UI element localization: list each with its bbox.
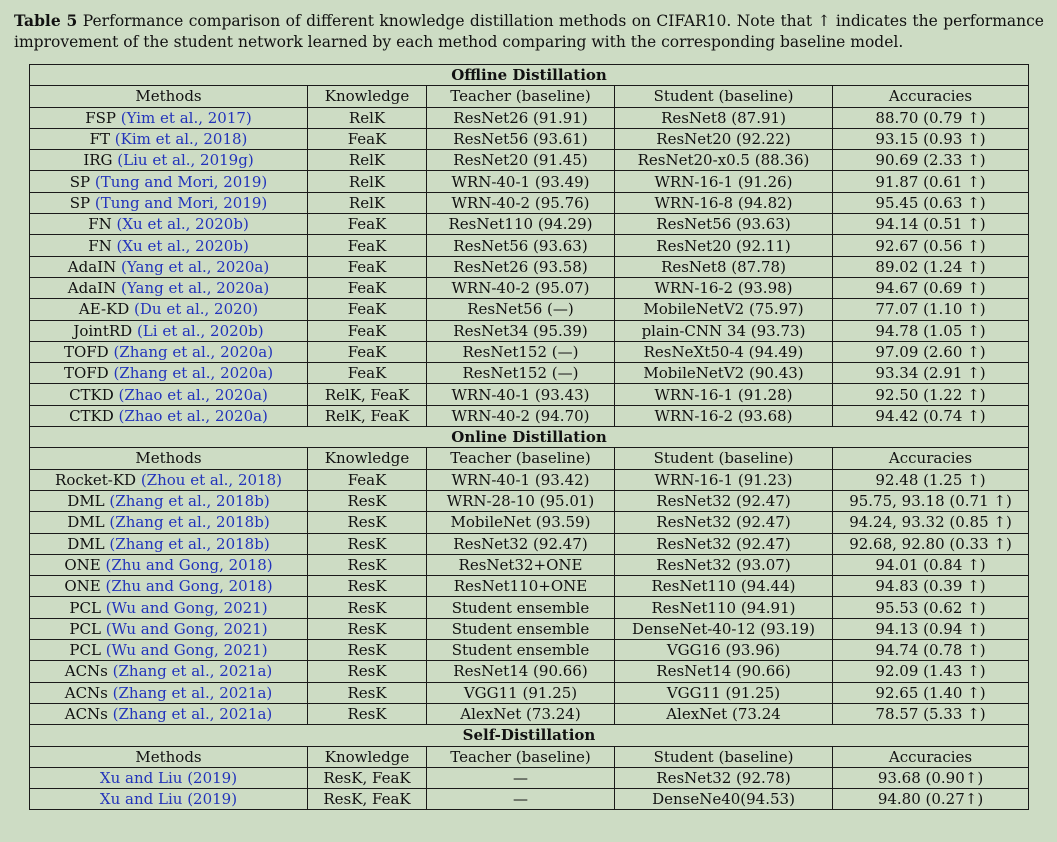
- header-row: [30, 746, 1029, 767]
- method-name: CTKD: [69, 406, 119, 425]
- method-name: FT: [89, 130, 115, 149]
- knowledge-cell: ResK: [308, 618, 427, 639]
- table-row: [30, 299, 1029, 320]
- method-cell: [30, 576, 308, 597]
- student-cell: ResNeXt50-4 (94.49): [615, 341, 833, 362]
- knowledge-cell: RelK, FeaK: [308, 405, 427, 426]
- method-cell: [30, 128, 308, 149]
- teacher-cell: ResNet32 (92.47): [427, 533, 615, 554]
- table-row: [30, 192, 1029, 213]
- header-cell: Accuracies: [833, 448, 1029, 469]
- citation-link: (Yim et al., 2017): [120, 108, 252, 127]
- header-cell: Methods: [30, 448, 308, 469]
- header-cell: Methods: [30, 746, 308, 767]
- teacher-cell: Student ensemble: [427, 640, 615, 661]
- student-cell: ResNet110 (94.91): [615, 597, 833, 618]
- accuracy-cell: 94.01 (0.84 ↑): [833, 554, 1029, 575]
- accuracy-cell: 77.07 (1.10 ↑): [833, 299, 1029, 320]
- student-cell: ResNet20 (92.22): [615, 128, 833, 149]
- section-title-row: [30, 725, 1029, 746]
- method-name: AE-KD: [78, 300, 135, 319]
- citation-link: (Xu et al., 2020b): [116, 236, 249, 255]
- citation-link: (Li et al., 2020b): [136, 321, 264, 340]
- method-cell: [30, 384, 308, 405]
- table-row: [30, 682, 1029, 703]
- method-name: ACNs: [64, 683, 113, 702]
- header-cell: Student (baseline): [615, 448, 833, 469]
- teacher-cell: WRN-28-10 (95.01): [427, 490, 615, 511]
- teacher-cell: —: [427, 767, 615, 788]
- table-row: [30, 235, 1029, 256]
- citation-link: (Zhang et al., 2021a): [112, 662, 273, 681]
- accuracy-cell: 93.15 (0.93 ↑): [833, 128, 1029, 149]
- table-row: [30, 171, 1029, 192]
- accuracy-cell: 97.09 (2.60 ↑): [833, 341, 1029, 362]
- method-cell: [30, 320, 308, 341]
- method-cell: [30, 682, 308, 703]
- knowledge-cell: FeaK: [308, 256, 427, 277]
- header-row: [30, 448, 1029, 469]
- method-cell: [30, 341, 308, 362]
- method-cell: [30, 661, 308, 682]
- accuracy-cell: 95.53 (0.62 ↑): [833, 597, 1029, 618]
- knowledge-cell: ResK: [308, 576, 427, 597]
- knowledge-cell: ResK: [308, 597, 427, 618]
- student-cell: AlexNet (73.24: [615, 703, 833, 724]
- teacher-cell: ResNet152 (—): [427, 341, 615, 362]
- citation-link: Xu and Liu (2019): [99, 768, 238, 787]
- table-row: [30, 767, 1029, 788]
- accuracy-cell: 94.74 (0.78 ↑): [833, 640, 1029, 661]
- teacher-cell: VGG11 (91.25): [427, 682, 615, 703]
- method-cell: [30, 703, 308, 724]
- table-caption: [14, 10, 1044, 53]
- knowledge-cell: RelK: [308, 107, 427, 128]
- table-row: [30, 405, 1029, 426]
- teacher-cell: ResNet20 (91.45): [427, 150, 615, 171]
- table-row: [30, 384, 1029, 405]
- method-name: FN: [88, 236, 117, 255]
- knowledge-cell: RelK: [308, 192, 427, 213]
- accuracy-cell: 94.24, 93.32 (0.85 ↑): [833, 512, 1029, 533]
- table-row: [30, 661, 1029, 682]
- method-name: PCL: [69, 598, 106, 617]
- teacher-cell: ResNet110 (94.29): [427, 214, 615, 235]
- teacher-cell: ResNet14 (90.66): [427, 661, 615, 682]
- knowledge-cell: ResK: [308, 554, 427, 575]
- header-cell: Teacher (baseline): [427, 448, 615, 469]
- accuracy-cell: 92.65 (1.40 ↑): [833, 682, 1029, 703]
- header-cell: Student (baseline): [615, 746, 833, 767]
- knowledge-cell: FeaK: [308, 299, 427, 320]
- table-row: [30, 789, 1029, 810]
- method-cell: [30, 597, 308, 618]
- knowledge-cell: RelK: [308, 171, 427, 192]
- accuracy-cell: 94.13 (0.94 ↑): [833, 618, 1029, 639]
- teacher-cell: ResNet56 (93.63): [427, 235, 615, 256]
- method-cell: [30, 405, 308, 426]
- citation-link: (Tung and Mori, 2019): [94, 172, 268, 191]
- header-cell: Knowledge: [308, 746, 427, 767]
- method-cell: [30, 235, 308, 256]
- student-cell: ResNet8 (87.91): [615, 107, 833, 128]
- student-cell: DenseNe40(94.53): [615, 789, 833, 810]
- header-cell: Student (baseline): [615, 86, 833, 107]
- method-cell: [30, 363, 308, 384]
- teacher-cell: ResNet26 (93.58): [427, 256, 615, 277]
- citation-link: (Wu and Gong, 2021): [105, 598, 268, 617]
- knowledge-cell: FeaK: [308, 128, 427, 149]
- citation-link: (Kim et al., 2018): [114, 130, 248, 149]
- student-cell: ResNet32 (92.47): [615, 533, 833, 554]
- method-cell: [30, 150, 308, 171]
- teacher-cell: —: [427, 789, 615, 810]
- table-row: [30, 618, 1029, 639]
- knowledge-cell: ResK: [308, 490, 427, 511]
- table-row: [30, 363, 1029, 384]
- citation-link: (Xu et al., 2020b): [116, 215, 249, 234]
- citation-link: (Wu and Gong, 2021): [105, 641, 268, 660]
- table-row: [30, 320, 1029, 341]
- header-cell: Methods: [30, 86, 308, 107]
- method-name: SP: [69, 172, 95, 191]
- teacher-cell: AlexNet (73.24): [427, 703, 615, 724]
- accuracy-cell: 94.83 (0.39 ↑): [833, 576, 1029, 597]
- student-cell: VGG11 (91.25): [615, 682, 833, 703]
- header-cell: Knowledge: [308, 448, 427, 469]
- citation-link: (Zhang et al., 2021a): [112, 705, 273, 724]
- citation-link: (Zhang et al., 2018b): [109, 492, 270, 511]
- section-title: Online Distillation: [30, 427, 1029, 448]
- table-row: [30, 341, 1029, 362]
- method-cell: [30, 256, 308, 277]
- method-cell: [30, 469, 308, 490]
- accuracy-cell: 92.67 (0.56 ↑): [833, 235, 1029, 256]
- teacher-cell: WRN-40-1 (93.49): [427, 171, 615, 192]
- table-row: [30, 490, 1029, 511]
- knowledge-cell: FeaK: [308, 235, 427, 256]
- table-row: [30, 107, 1029, 128]
- section-title: Self-Distillation: [30, 725, 1029, 746]
- comparison-table: [29, 64, 1029, 810]
- table-row: [30, 512, 1029, 533]
- method-cell: [30, 214, 308, 235]
- teacher-cell: WRN-40-1 (93.42): [427, 469, 615, 490]
- accuracy-cell: 89.02 (1.24 ↑): [833, 256, 1029, 277]
- accuracy-cell: 95.75, 93.18 (0.71 ↑): [833, 490, 1029, 511]
- method-name: PCL: [69, 641, 106, 660]
- accuracy-cell: 78.57 (5.33 ↑): [833, 703, 1029, 724]
- citation-link: (Zhao et al., 2020a): [118, 385, 268, 404]
- table-row: [30, 214, 1029, 235]
- accuracy-cell: 88.70 (0.79 ↑): [833, 107, 1029, 128]
- citation-link: (Zhang et al., 2021a): [112, 683, 273, 702]
- table-row: [30, 150, 1029, 171]
- section-title: Offline Distillation: [30, 65, 1029, 86]
- knowledge-cell: FeaK: [308, 341, 427, 362]
- method-name: SP: [69, 193, 95, 212]
- method-cell: [30, 789, 308, 810]
- accuracy-cell: 94.67 (0.69 ↑): [833, 277, 1029, 298]
- citation-link: (Liu et al., 2019g): [117, 151, 254, 170]
- method-cell: [30, 640, 308, 661]
- teacher-cell: ResNet110+ONE: [427, 576, 615, 597]
- student-cell: ResNet110 (94.44): [615, 576, 833, 597]
- method-name: AdaIN: [67, 279, 121, 298]
- teacher-cell: WRN-40-1 (93.43): [427, 384, 615, 405]
- accuracy-cell: 94.14 (0.51 ↑): [833, 214, 1029, 235]
- teacher-cell: Student ensemble: [427, 597, 615, 618]
- caption-text: Performance comparison of different knowledge distillation methods on CIFAR10. Note that ↑ indicates the performance improvement of the student network learned by each method comparing with the corresponding baseline model.: [14, 12, 1044, 51]
- teacher-cell: ResNet32+ONE: [427, 554, 615, 575]
- table-row: [30, 469, 1029, 490]
- accuracy-cell: 94.78 (1.05 ↑): [833, 320, 1029, 341]
- table-row: [30, 597, 1029, 618]
- student-cell: ResNet32 (92.78): [615, 767, 833, 788]
- citation-link: (Zhou et al., 2018): [140, 470, 282, 489]
- citation-link: (Wu and Gong, 2021): [105, 619, 268, 638]
- student-cell: ResNet32 (93.07): [615, 554, 833, 575]
- method-name: ONE: [64, 577, 106, 596]
- header-cell: Teacher (baseline): [427, 746, 615, 767]
- table-row: [30, 128, 1029, 149]
- teacher-cell: ResNet26 (91.91): [427, 107, 615, 128]
- method-name: IRG: [83, 151, 118, 170]
- knowledge-cell: ResK: [308, 533, 427, 554]
- citation-link: (Zhang et al., 2020a): [113, 343, 274, 361]
- method-name: FN: [88, 215, 117, 234]
- student-cell: MobileNetV2 (75.97): [615, 299, 833, 320]
- method-name: Rocket-KD: [55, 470, 141, 489]
- section-title-row: [30, 427, 1029, 448]
- citation-link: (Zhao et al., 2020a): [118, 406, 268, 425]
- citation-link: (Yang et al., 2020a): [120, 279, 270, 298]
- knowledge-cell: ResK, FeaK: [308, 767, 427, 788]
- method-cell: [30, 512, 308, 533]
- knowledge-cell: FeaK: [308, 469, 427, 490]
- knowledge-cell: ResK: [308, 682, 427, 703]
- student-cell: ResNet20-x0.5 (88.36): [615, 150, 833, 171]
- accuracy-cell: 92.68, 92.80 (0.33 ↑): [833, 533, 1029, 554]
- student-cell: ResNet32 (92.47): [615, 512, 833, 533]
- accuracy-cell: 93.68 (0.90↑): [833, 767, 1029, 788]
- method-cell: [30, 618, 308, 639]
- table-label: Table 5: [14, 11, 78, 30]
- accuracy-cell: 92.09 (1.43 ↑): [833, 661, 1029, 682]
- knowledge-cell: RelK: [308, 150, 427, 171]
- accuracy-cell: 94.80 (0.27↑): [833, 789, 1029, 810]
- teacher-cell: Student ensemble: [427, 618, 615, 639]
- knowledge-cell: ResK, FeaK: [308, 789, 427, 810]
- header-cell: Accuracies: [833, 746, 1029, 767]
- header-cell: Accuracies: [833, 86, 1029, 107]
- accuracy-cell: 92.48 (1.25 ↑): [833, 469, 1029, 490]
- citation-link: Xu and Liu (2019): [99, 790, 238, 809]
- header-cell: Teacher (baseline): [427, 86, 615, 107]
- citation-link: (Zhu and Gong, 2018): [105, 577, 273, 596]
- table-row: [30, 640, 1029, 661]
- teacher-cell: ResNet152 (—): [427, 363, 615, 384]
- method-cell: [30, 533, 308, 554]
- student-cell: WRN-16-1 (91.23): [615, 469, 833, 490]
- teacher-cell: ResNet34 (95.39): [427, 320, 615, 341]
- accuracy-cell: 94.42 (0.74 ↑): [833, 405, 1029, 426]
- method-cell: [30, 767, 308, 788]
- student-cell: ResNet20 (92.11): [615, 235, 833, 256]
- teacher-cell: WRN-40-2 (95.76): [427, 192, 615, 213]
- student-cell: ResNet56 (93.63): [615, 214, 833, 235]
- student-cell: ResNet14 (90.66): [615, 661, 833, 682]
- student-cell: WRN-16-2 (93.98): [615, 277, 833, 298]
- knowledge-cell: FeaK: [308, 214, 427, 235]
- table-row: [30, 576, 1029, 597]
- method-name: DML: [67, 534, 110, 553]
- method-cell: [30, 554, 308, 575]
- student-cell: ResNet8 (87.78): [615, 256, 833, 277]
- citation-link: (Yang et al., 2020a): [120, 257, 270, 276]
- student-cell: DenseNet-40-12 (93.19): [615, 618, 833, 639]
- student-cell: WRN-16-2 (93.68): [615, 405, 833, 426]
- knowledge-cell: ResK: [308, 661, 427, 682]
- knowledge-cell: FeaK: [308, 277, 427, 298]
- student-cell: VGG16 (93.96): [615, 640, 833, 661]
- student-cell: WRN-16-1 (91.26): [615, 171, 833, 192]
- method-name: DML: [67, 513, 110, 532]
- method-name: ACNs: [64, 705, 113, 724]
- knowledge-cell: RelK, FeaK: [308, 384, 427, 405]
- citation-link: (Zhang et al., 2020a): [113, 364, 274, 383]
- knowledge-cell: ResK: [308, 703, 427, 724]
- method-cell: [30, 490, 308, 511]
- method-name: TOFD: [63, 343, 114, 361]
- citation-link: (Tung and Mori, 2019): [94, 193, 268, 212]
- method-name: ONE: [64, 555, 106, 574]
- teacher-cell: ResNet56 (—): [427, 299, 615, 320]
- citation-link: (Zhang et al., 2018b): [109, 513, 270, 532]
- method-name: DML: [67, 492, 110, 511]
- method-cell: [30, 277, 308, 298]
- student-cell: WRN-16-8 (94.82): [615, 192, 833, 213]
- method-name: PCL: [69, 619, 106, 638]
- accuracy-cell: 90.69 (2.33 ↑): [833, 150, 1029, 171]
- header-cell: Knowledge: [308, 86, 427, 107]
- method-name: FSP: [85, 108, 121, 127]
- table-row: [30, 256, 1029, 277]
- method-cell: [30, 192, 308, 213]
- student-cell: plain-CNN 34 (93.73): [615, 320, 833, 341]
- accuracy-cell: 95.45 (0.63 ↑): [833, 192, 1029, 213]
- table-row: [30, 554, 1029, 575]
- method-cell: [30, 299, 308, 320]
- method-cell: [30, 107, 308, 128]
- student-cell: ResNet32 (92.47): [615, 490, 833, 511]
- table-row: [30, 703, 1029, 724]
- method-name: ACNs: [64, 662, 113, 681]
- citation-link: (Zhang et al., 2018b): [109, 534, 270, 553]
- method-name: TOFD: [63, 364, 114, 383]
- method-name: CTKD: [69, 385, 119, 404]
- table-row: [30, 533, 1029, 554]
- knowledge-cell: ResK: [308, 640, 427, 661]
- accuracy-cell: 91.87 (0.61 ↑): [833, 171, 1029, 192]
- accuracy-cell: 92.50 (1.22 ↑): [833, 384, 1029, 405]
- teacher-cell: ResNet56 (93.61): [427, 128, 615, 149]
- table-row: [30, 277, 1029, 298]
- knowledge-cell: FeaK: [308, 363, 427, 384]
- teacher-cell: WRN-40-2 (95.07): [427, 277, 615, 298]
- method-name: JointRD: [73, 321, 137, 340]
- method-cell: [30, 171, 308, 192]
- teacher-cell: WRN-40-2 (94.70): [427, 405, 615, 426]
- citation-link: (Zhu and Gong, 2018): [105, 555, 273, 574]
- student-cell: MobileNetV2 (90.43): [615, 363, 833, 384]
- accuracy-cell: 93.34 (2.91 ↑): [833, 363, 1029, 384]
- knowledge-cell: FeaK: [308, 320, 427, 341]
- student-cell: WRN-16-1 (91.28): [615, 384, 833, 405]
- section-title-row: [30, 65, 1029, 86]
- knowledge-cell: ResK: [308, 512, 427, 533]
- teacher-cell: MobileNet (93.59): [427, 512, 615, 533]
- citation-link: (Du et al., 2020): [134, 300, 259, 319]
- header-row: [30, 86, 1029, 107]
- method-name: AdaIN: [67, 257, 121, 276]
